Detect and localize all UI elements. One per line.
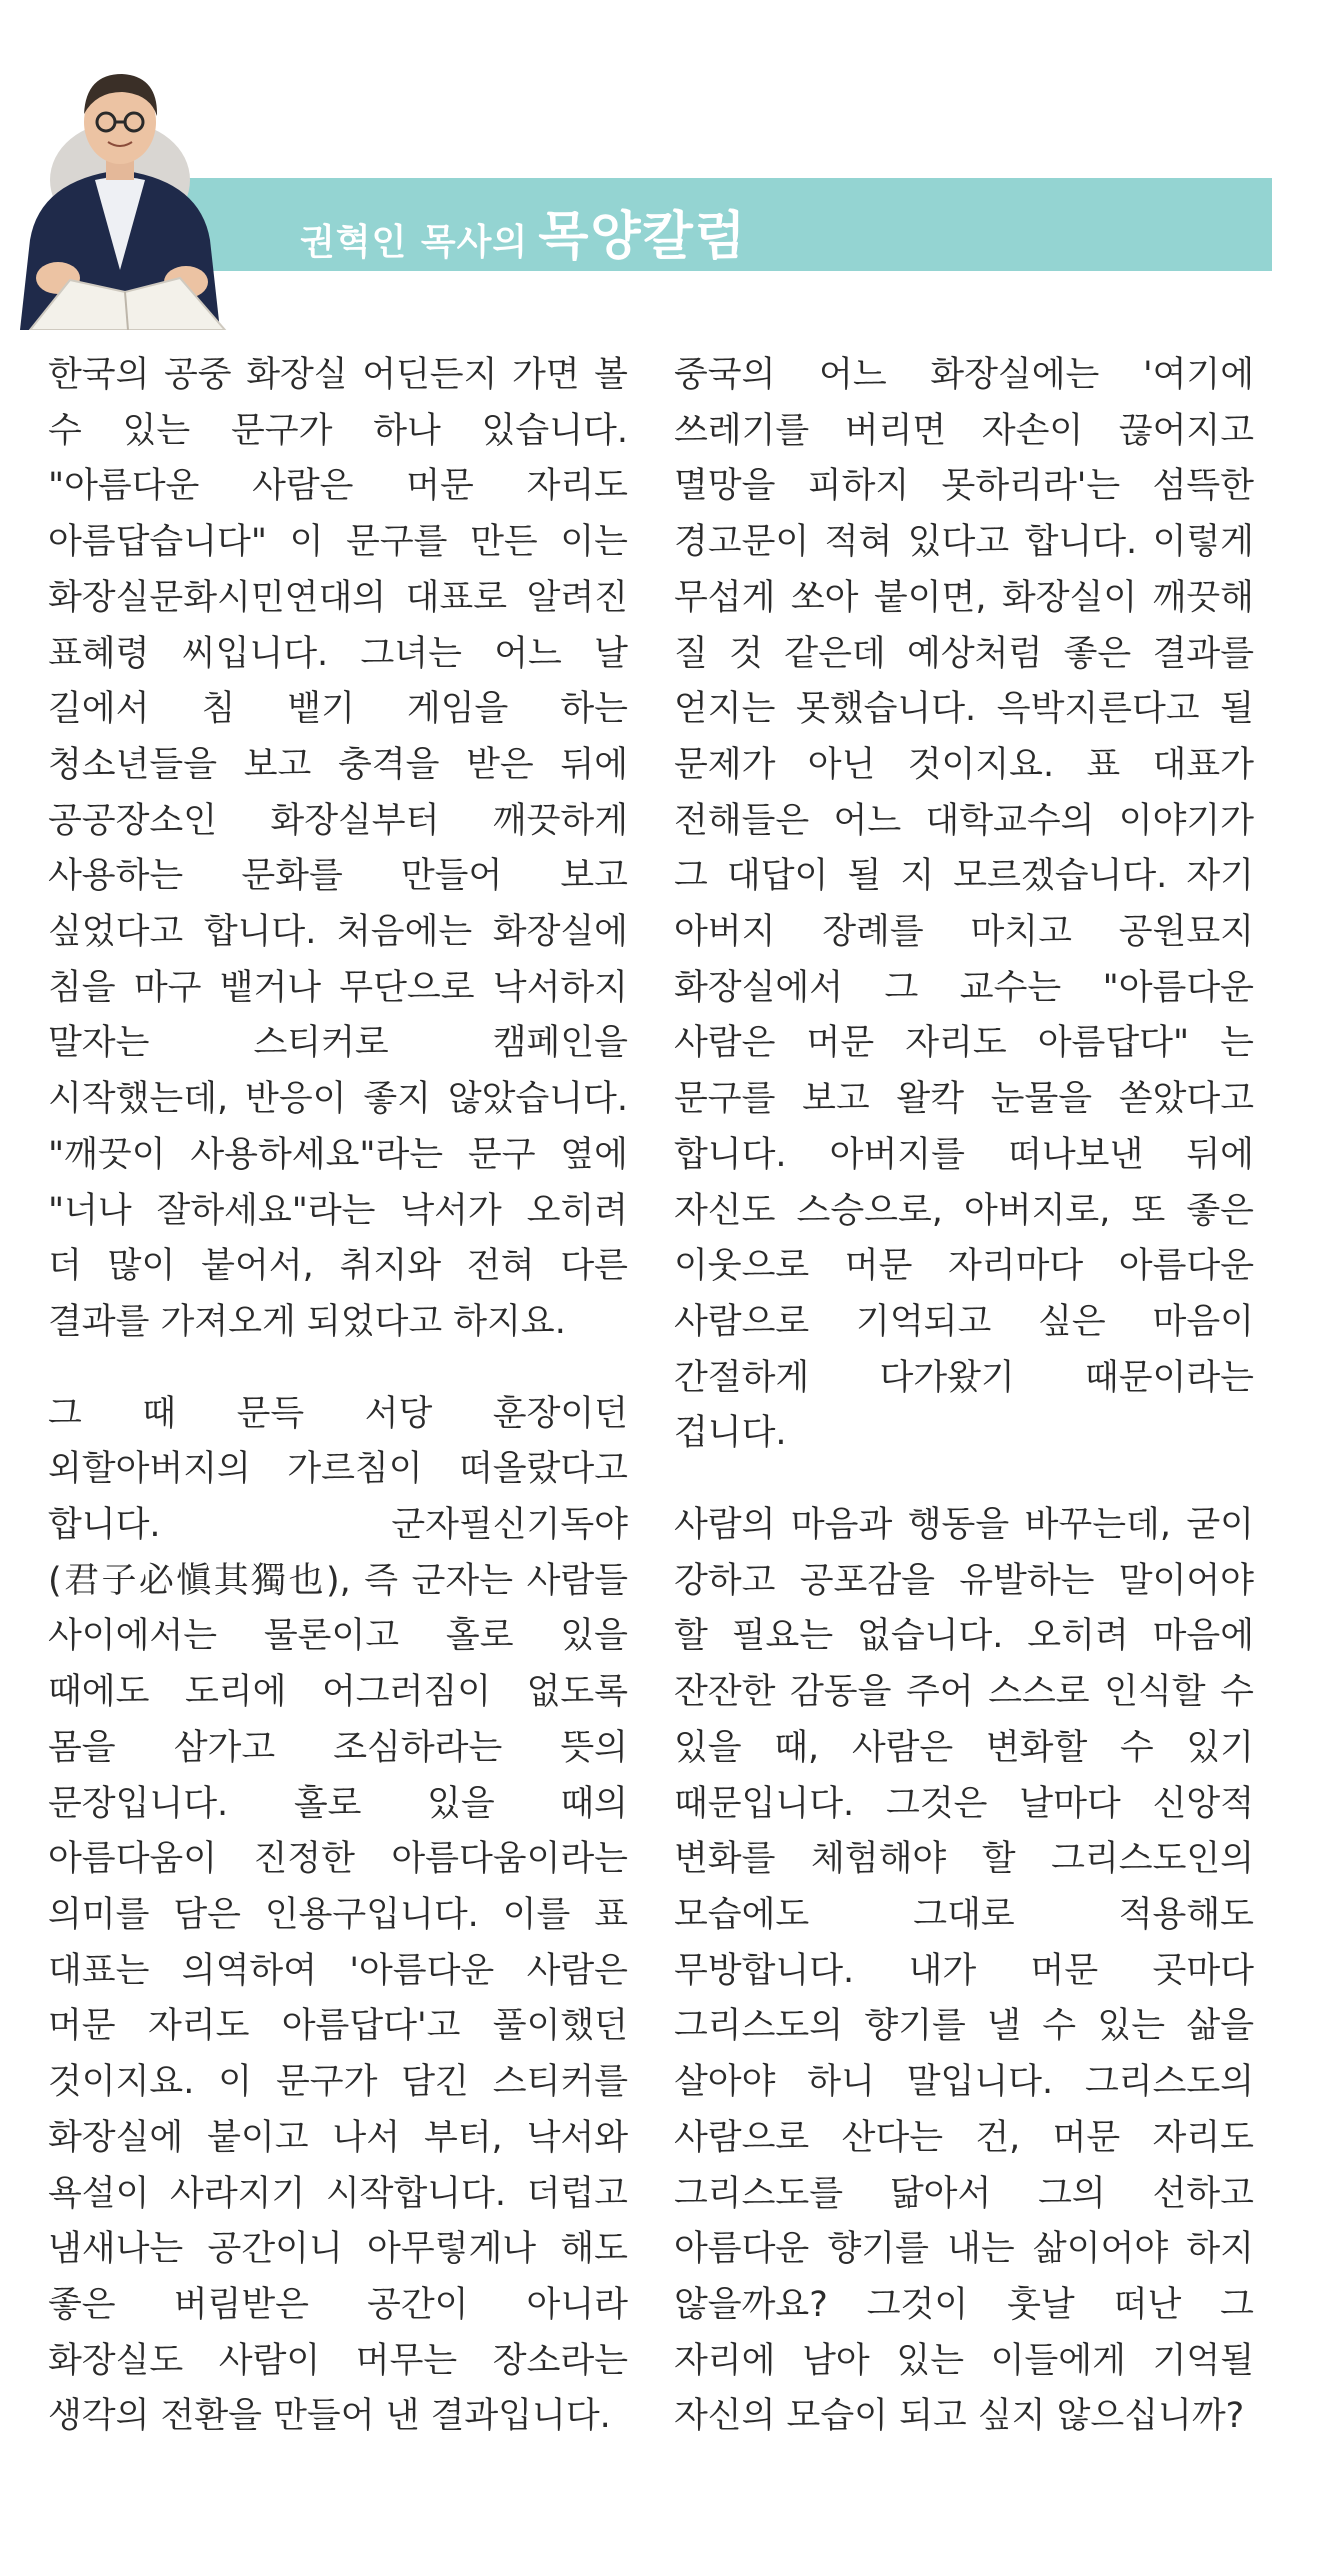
article-paragraph: 그 때 문득 서당 훈장이던 외할아버지의 가르침이 떠올랐다고 합니다. 군자필신기독야(君子必愼其獨也), 즉 군자는 사람들 사이에서는 물론이고 홀로 있을 때에도 도리에 어그러짐이 없도록 몸을 삼가고 조심하라는 뜻의 문장입니다. 홀로 있을 때의 아름다움이 진정한 아름다움이라는 의미를 담은 인용구입니다. 이를 표 대표는 의역하여 '아름다운 사람은 머문 자리도 아름답다'고 풀이했던 것이지요. 이 문구가 담긴 스티커를 화장실에 붙이고 나서 부터, 낙서와 욕설이 사라지기 시작합니다. 더럽고 냄새나는 공간이니 아무렇게나 해도 좋은 버림받은 공간이 아니라 화장실도 사람이 머무는 장소라는 생각의 전환을 만들어 낸 결과입니다. <box>48 1393 628 2437</box>
author-byline: 권혁인 목사의 <box>300 222 529 263</box>
column-name: 목양칼럼 <box>538 207 748 267</box>
article-paragraph: 중국의 어느 화장실에는 '여기에 쓰레기를 버리면 자손이 끊어지고 멸망을 피하지 못하리라'는 섬뜩한 경고문이 적혀 있다고 합니다. 이렇게 무섭게 쏘아 붙이면, 화장실이 깨끗해 질 것 같은데 예상처럼 좋은 결과를 얻지는 못했습니다. 윽박지른다고 될 문제가 아닌 것이지요. 표 대표가 전해들은 어느 대학교수의 이야기가 그 대답이 될 지 모르겠습니다. 자기 아버지 장례를 마치고 공원묘지 화장실에서 그 교수는 "아름다운 사람은 머문 자리도 아름답다" 는 문구를 보고 왈칵 눈물을 쏟았다고 합니다. 아버지를 떠나보낸 뒤에 자신도 스승으로, 아버지로, 또 좋은 이웃으로 머문 자리마다 아름다운 사람으로 기억되고 싶은 마음이 간절하게 다가왔기 때문이라는 겁니다. <box>674 355 1254 1454</box>
author-portrait <box>0 30 240 330</box>
right-column <box>674 348 1254 2481</box>
article-paragraph: 사람의 마음과 행동을 바꾸는데, 굳이 강하고 공포감을 유발하는 말이어야 할 필요는 없습니다. 오히려 마음에 잔잔한 감동을 주어 스스로 인식할 수 있을 때, 사람은 변화할 수 있기 때문입니다. 그것은 날마다 신앙적 변화를 체험해야 할 그리스도인의 모습에도 그대로 적용해도 무방합니다. 내가 머문 곳마다 그리스도의 향기를 낼 수 있는 삶을 살아야 하니 말입니다. 그리스도의 사람으로 산다는 건, 머문 자리도 그리스도를 닮아서 그의 선하고 아름다운 향기를 내는 삶이어야 하지 않을까요? 그것이 훗날 떠난 그 자리에 남아 있는 이들에게 기억될 자신의 모습이 되고 싶지 않으십니까? <box>674 1505 1254 2437</box>
column-header <box>0 0 1334 340</box>
left-column <box>48 348 628 2481</box>
column-title <box>300 194 747 269</box>
title-banner <box>160 178 1272 271</box>
article-paragraph: 한국의 공중 화장실 어딘든지 가면 볼 수 있는 문구가 하나 있습니다. "아름다운 사람은 머문 자리도 아름답습니다" 이 문구를 만든 이는 화장실문화시민연대의 대표로 알려진 표혜령 씨입니다. 그녀는 어느 날 길에서 침 뱉기 게임을 하는 청소년들을 보고 충격을 받은 뒤에 공공장소인 화장실부터 깨끗하게 사용하는 문화를 만들어 보고 싶었다고 합니다. 처음에는 화장실에 침을 마구 뱉거나 무단으로 낙서하지 말자는 스티커로 캠페인을 시작했는데, 반응이 좋지 않았습니다. "깨끗이 사용하세요"라는 문구 옆에 "너나 잘하세요"라는 낙서가 오히려 더 많이 붙어서, 취지와 전혀 다른 결과를 가져오게 되었다고 하지요. <box>48 355 628 1342</box>
